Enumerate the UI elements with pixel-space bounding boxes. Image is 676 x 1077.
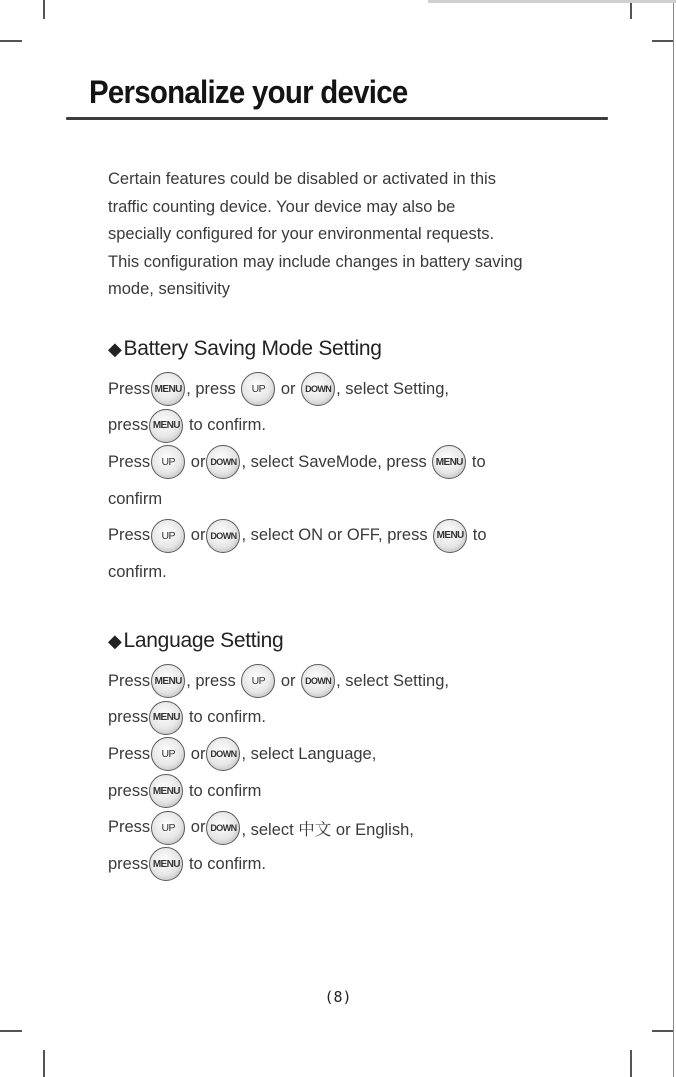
menu-button-icon: MENU <box>149 409 183 443</box>
menu-button-icon: MENU <box>151 664 185 698</box>
instruction-text: , select SaveMode, press <box>241 452 432 471</box>
crop-mark <box>652 40 674 42</box>
instruction-text: Press <box>108 744 151 763</box>
instruction-line <box>108 517 608 554</box>
page-edge <box>673 0 674 1077</box>
instruction-line <box>108 700 608 737</box>
up-button-icon: UP <box>241 664 275 698</box>
crop-mark <box>43 0 45 19</box>
battery-saving-section <box>108 334 608 591</box>
crop-mark <box>0 1030 22 1032</box>
instruction-text: Press <box>108 818 151 837</box>
instruction-text: Press <box>108 452 151 471</box>
language-section <box>108 626 608 883</box>
instruction-line <box>108 663 608 700</box>
page-number: (8) <box>324 988 352 1006</box>
up-button-icon: UP <box>151 811 185 845</box>
instruction-text: , select ON or OFF, press <box>241 526 433 545</box>
crop-mark <box>630 1050 632 1077</box>
language-section-heading <box>108 626 608 663</box>
title-underline <box>66 117 608 120</box>
instruction-text: or <box>186 526 206 545</box>
instruction-line <box>108 736 608 773</box>
crop-mark <box>652 1030 674 1032</box>
instruction-line <box>108 809 608 846</box>
crop-mark <box>43 1050 45 1077</box>
instruction-text: press <box>108 416 149 435</box>
instruction-text: confirm <box>108 489 163 508</box>
instruction-text: to <box>467 452 486 471</box>
intro-line: Certain features could be disabled or activated in this <box>108 170 496 188</box>
up-button-icon: UP <box>151 737 185 771</box>
instruction-text: , select Setting, <box>336 379 449 398</box>
instruction-text: to confirm. <box>184 416 266 435</box>
menu-button-icon: MENU <box>432 445 466 479</box>
diamond-bullet-icon: ◆ <box>108 339 122 359</box>
down-button-icon: DOWN <box>206 445 240 479</box>
intro-line: This configuration may include changes in battery saving <box>108 252 523 271</box>
instruction-text: , select 中文 or English, <box>241 820 414 839</box>
instruction-text: Press <box>108 526 151 545</box>
battery-section-heading <box>108 334 608 371</box>
menu-button-icon: MENU <box>149 701 183 735</box>
instruction-line <box>108 554 608 591</box>
page-title: Personalize your device <box>89 74 408 110</box>
crop-mark <box>0 40 22 42</box>
instruction-text: or <box>276 671 301 690</box>
page-edge <box>428 0 676 3</box>
instruction-text: to confirm. <box>184 854 266 873</box>
down-button-icon: DOWN <box>206 811 240 845</box>
instruction-text: , press <box>186 671 241 690</box>
menu-button-icon: MENU <box>151 372 185 406</box>
intro-line: mode, sensitivity <box>108 280 230 298</box>
instruction-line <box>108 481 608 518</box>
down-button-icon: DOWN <box>301 372 335 406</box>
instruction-text: or <box>186 818 206 837</box>
instruction-text: press <box>108 781 149 800</box>
language-section-title: Language Setting <box>123 629 284 652</box>
instruction-line <box>108 408 608 445</box>
instruction-line <box>108 444 608 481</box>
down-button-icon: DOWN <box>206 519 240 553</box>
instruction-text: to confirm. <box>184 708 266 727</box>
instruction-text: Press <box>108 671 151 690</box>
instruction-text: to <box>468 526 487 545</box>
up-button-icon: UP <box>151 519 185 553</box>
menu-button-icon: MENU <box>149 774 183 808</box>
up-button-icon: UP <box>151 445 185 479</box>
instruction-text: or <box>186 452 206 471</box>
instruction-line <box>108 371 608 408</box>
instruction-text: or <box>186 744 206 763</box>
instruction-line <box>108 773 608 810</box>
instruction-text: , press <box>186 379 241 398</box>
intro-line: specially configured for your environmental requests. <box>108 225 495 243</box>
intro-line: traffic counting device. Your device may also be <box>108 197 456 216</box>
instruction-text: Press <box>108 379 151 398</box>
instruction-text: press <box>108 708 149 727</box>
instruction-text: or <box>276 379 301 398</box>
menu-button-icon: MENU <box>149 847 183 881</box>
diamond-bullet-icon: ◆ <box>108 631 122 651</box>
instruction-text: to confirm <box>184 781 262 800</box>
battery-section-title: Battery Saving Mode Setting <box>123 337 382 360</box>
instruction-text: , select Setting, <box>336 671 449 690</box>
up-button-icon: UP <box>241 372 275 406</box>
down-button-icon: DOWN <box>301 664 335 698</box>
instruction-line <box>108 846 608 883</box>
down-button-icon: DOWN <box>206 737 240 771</box>
instruction-text: , select Language, <box>241 744 377 763</box>
intro-paragraph <box>108 166 588 304</box>
instruction-text: press <box>108 854 149 873</box>
menu-button-icon: MENU <box>433 519 467 553</box>
instruction-text: confirm. <box>108 562 167 581</box>
